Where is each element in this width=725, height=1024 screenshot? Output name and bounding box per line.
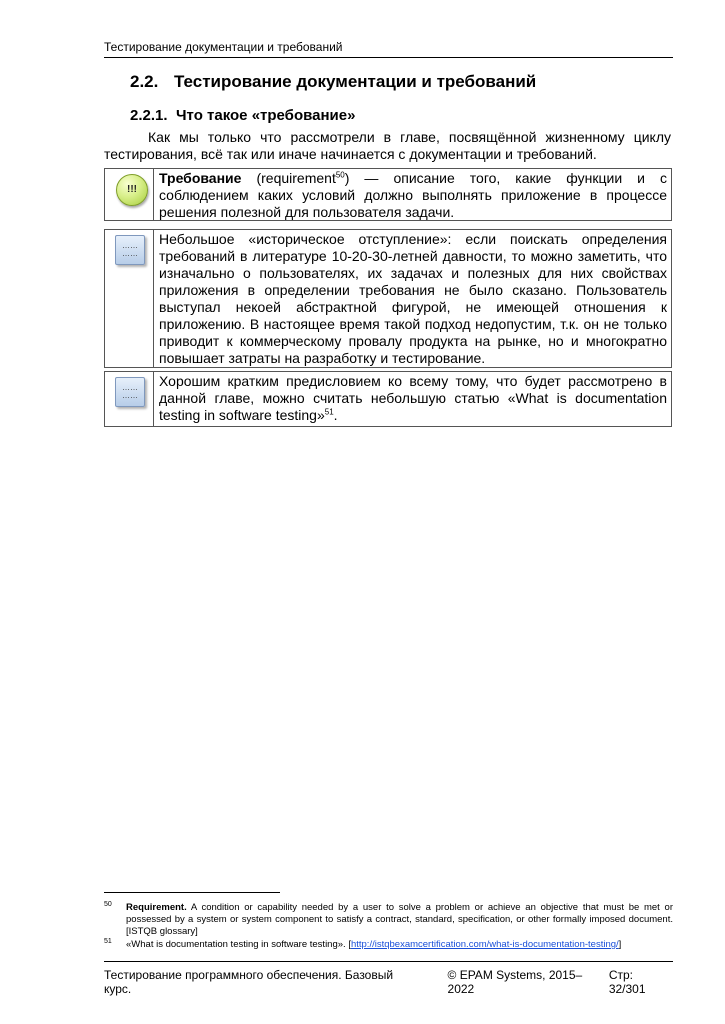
note-icon-dots-2: …… bbox=[122, 249, 138, 258]
note-article-body: Хорошим кратким предисловием ко всему тому, что будет рассмотрено в данной главе, можно считать небольшую статью «What is documentation testing in software testing» bbox=[159, 373, 667, 423]
footnote-ref-51[interactable]: 51 bbox=[324, 407, 334, 417]
note-text-article bbox=[154, 372, 671, 426]
note-box-history bbox=[104, 229, 672, 368]
note-text-history: Небольшое «историческое отступление»: если поискать определения требований в литературе 10-20-30-летней давности, то можно заметить, что изначально о пользователях, их задачах и полезных для них свойствах приложения в определении требования не было сказано. Пользователь выступал некоей абстрактной фигурой, не имеющей отношения к приложению. В настоящее время такой подход недопустим, т.к. он не только приводит к коммерческому провалу продукта на рынке, но и многократно повышает затраты на разработку и тестирование. bbox=[159, 231, 667, 366]
footnote-ref-50[interactable]: 50 bbox=[335, 170, 345, 180]
note-icon-dots-2: …… bbox=[122, 391, 138, 400]
definition-term-en: (requirement bbox=[256, 170, 336, 186]
footnote-number-51: 51 bbox=[104, 938, 112, 945]
intro-paragraph: Как мы только что рассмотрели в главе, посвящённой жизненному циклу тестирования, всё так или иначе начинается с документации и требований. bbox=[104, 129, 671, 162]
footnote-text-end: ] bbox=[618, 939, 622, 951]
section-heading bbox=[130, 72, 536, 92]
footnote-text: «What is documentation testing in software testing». [ bbox=[126, 939, 351, 951]
subsection-heading bbox=[130, 107, 355, 125]
footnote-link[interactable]: http://istqbexamcertification.com/what-is-documentation-testing/ bbox=[350, 939, 619, 951]
subsection-number: 2.2.1. bbox=[130, 107, 168, 124]
footnote-text: A condition or capability needed by a user to solve a problem or achieve an objective that must be met or possessed by a system or system component to satisfy a contract, standard, specification, or other formally imposed document. [ISTQB glossary] bbox=[126, 902, 673, 938]
section-number: 2.2. bbox=[130, 72, 159, 91]
footnote-number bbox=[104, 936, 126, 951]
definition-box bbox=[104, 168, 672, 221]
footer-copyright: © EPAM Systems, 2015–2022 bbox=[447, 968, 583, 996]
note-icon-dots: …… bbox=[122, 383, 138, 392]
section-title: Тестирование документации и требований bbox=[174, 72, 537, 91]
definition-icon-cell bbox=[105, 169, 154, 220]
footer-book-title: Тестирование программного обеспечения. Базовый курс. bbox=[104, 968, 394, 996]
note-icon bbox=[115, 377, 145, 407]
subsection-title: Что такое «требование» bbox=[176, 107, 356, 124]
footnote-51 bbox=[104, 936, 673, 951]
footnote-50 bbox=[104, 899, 673, 938]
footer-page-number: Стр: 32/301 bbox=[608, 968, 646, 996]
page-footer bbox=[104, 961, 673, 996]
running-header: Тестирование документации и требований bbox=[104, 40, 673, 58]
footnote-term: Requirement. bbox=[126, 902, 187, 914]
definition-text bbox=[154, 169, 671, 220]
note-icon-cell bbox=[105, 230, 154, 367]
exclamation-icon: !!! bbox=[116, 174, 148, 206]
definition-term: Требование bbox=[159, 170, 242, 186]
note-icon-cell bbox=[105, 372, 154, 426]
note-article-end: . bbox=[333, 407, 338, 423]
footnote-number-50: 50 bbox=[104, 901, 112, 908]
footnote-number bbox=[104, 899, 126, 914]
note-box-article bbox=[104, 371, 672, 427]
footnote-divider bbox=[104, 892, 280, 893]
note-icon-dots: …… bbox=[122, 241, 138, 250]
definition-body: ) — описание того, какие функции и с соблюдением каких условий должно выполнять приложение в процессе решения полезной для пользователя задачи. bbox=[159, 170, 668, 220]
note-icon bbox=[115, 235, 145, 265]
